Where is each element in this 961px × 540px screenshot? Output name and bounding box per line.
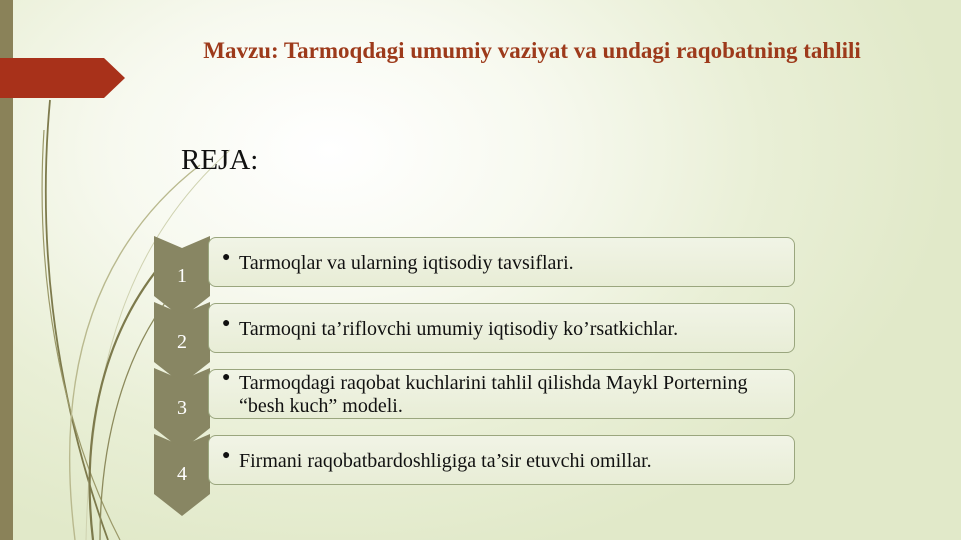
bullet-icon: ● — [222, 250, 231, 265]
step-text-3: Tarmoqdagi raqobat kuchlarini tahlil qilishda Maykl Porterning “besh kuch” modeli. — [239, 372, 748, 417]
title-arrow-tab — [0, 58, 125, 98]
step-number-2: 2 — [177, 331, 187, 353]
bullet-icon: ● — [222, 448, 231, 463]
step-text-2: Tarmoqni ta’riflovchi umumiy iqtisodiy ko’rsatkichlar. — [239, 318, 679, 340]
step-text-1: Tarmoqlar va ularning iqtisodiy tavsiflari. — [239, 252, 574, 274]
step-number-1: 1 — [177, 265, 187, 287]
bullet-icon: ● — [222, 370, 231, 385]
bullet-icon: ● — [222, 316, 231, 331]
plan-heading: REJA: — [181, 144, 259, 176]
slide-title: Mavzu: Tarmoqdagi umumiy vaziyat va undagi raqobatning tahlili — [203, 38, 861, 63]
step-number-4: 4 — [177, 463, 187, 485]
step-number-3: 3 — [177, 397, 187, 419]
step-text-4: Firmani raqobatbardoshligiga ta’sir etuvchi omillar. — [239, 450, 652, 472]
